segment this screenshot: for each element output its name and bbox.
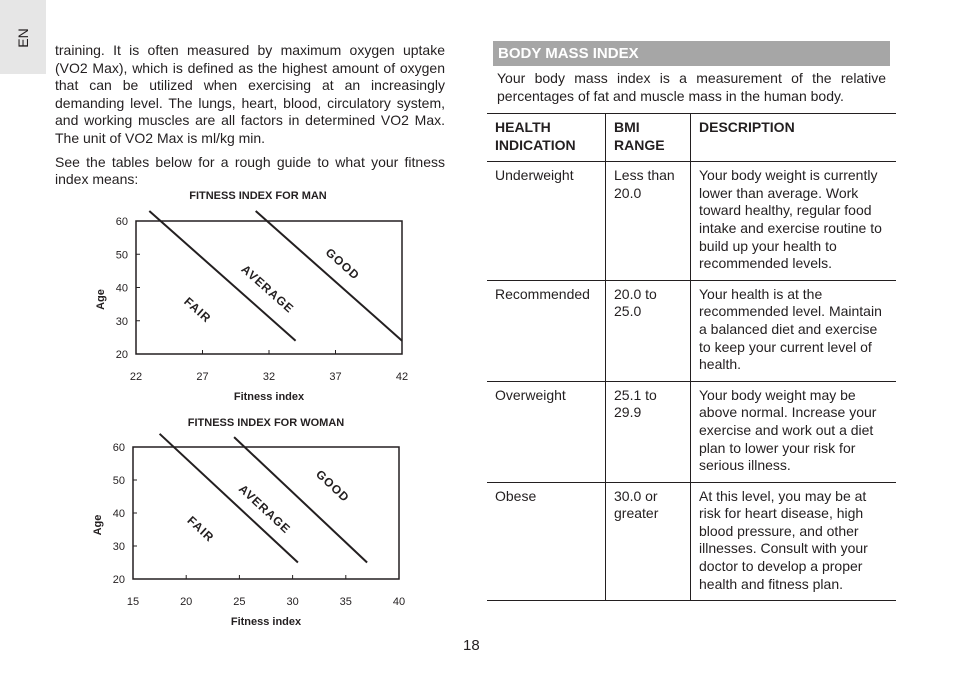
language-label: EN [15,28,31,48]
table-row [487,482,896,601]
cell-bmi: 25.1 to 29.9 [606,381,691,482]
bmi-table [487,113,896,601]
x-tick-label: 42 [395,371,409,383]
y-tick-label: 30 [115,315,128,328]
region-label: GOOD [313,467,353,506]
boundary-line [160,434,298,563]
man-chart-title: FITNESS INDEX FOR MAN [189,190,327,202]
cell-bmi: 20.0 to 25.0 [606,280,691,381]
language-tab [0,0,46,74]
cell-bmi: 30.0 or greater [606,482,691,601]
table-row [487,280,896,381]
x-tick-label: 35 [339,596,352,608]
region-label: FAIR [184,513,217,545]
y-tick-label: 60 [115,216,128,228]
y-tick-label: 20 [115,349,128,361]
cell-description: Your body weight may be above normal. Increase your exercise and work out a diet plan to lower your risk for serious illness. [691,381,897,482]
woman-fitness-chart [90,432,430,642]
y-tick-label: 20 [112,574,125,586]
x-tick-label: 20 [180,596,193,608]
table-row [487,381,896,482]
bmi-intro: Your body mass index is a measurement of the relative percentages of fat and muscle mass in the human body. [497,70,886,104]
column-header-health: HEALTH INDICATION [487,114,606,162]
y-tick-label: 40 [112,508,125,520]
y-tick-label: 30 [112,541,125,553]
x-tick-label: 40 [392,596,406,608]
left-column-text [55,42,445,195]
x-tick-label: 30 [286,596,299,608]
x-axis-label: Fitness index [233,391,305,403]
man-fitness-chart [90,205,430,415]
y-tick-label: 60 [112,442,125,454]
vo2-paragraph: training. It is often measured by maximum oxygen uptake (VO2 Max), which is defined as the highest amount of oxygen that can be utilized when exercising at an increasingly demanding level. The lungs, heart, blood, circulatory system, and working muscles are all factors in determined VO2 Max. The unit of VO2 Max is ml/kg min. [55,42,445,146]
column-header-description: DESCRIPTION [691,114,897,162]
cell-health: Recommended [487,280,606,381]
cell-description: Your body weight is currently lower than average. Work toward healthy, regular food intake and exercise routine to build up your health to recommended levels. [691,162,897,281]
boundary-line [149,211,295,341]
y-tick-label: 50 [112,475,125,487]
cell-health: Overweight [487,381,606,482]
bmi-section-header: BODY MASS INDEX [493,41,890,66]
page-number: 18 [463,637,480,654]
table-row [487,162,896,281]
region-label: GOOD [322,245,363,283]
tables-guide-paragraph: See the tables below for a rough guide to what your fitness index means: [55,153,445,188]
x-axis-label: Fitness index [230,616,302,628]
region-label: AVERAGE [238,262,297,316]
x-tick-label: 15 [126,596,140,608]
y-axis-label: Age [92,514,104,536]
x-tick-label: 25 [233,596,246,608]
y-axis-label: Age [95,289,107,310]
boundary-line [256,211,402,341]
woman-chart-title: FITNESS INDEX FOR WOMAN [187,417,345,429]
cell-health: Underweight [487,162,606,281]
cell-health: Obese [487,482,606,601]
column-header-bmi: BMI RANGE [606,114,691,162]
region-label: FAIR [181,294,215,326]
y-tick-label: 40 [115,282,128,295]
region-label: AVERAGE [235,481,294,537]
cell-description: Your health is at the recommended level. Maintain a balanced diet and exercise to keep your current level of health. [691,280,897,381]
cell-description: At this level, you may be at risk for heart disease, high blood pressure, and other illnesses. Consult with your doctor to develop a proper health and fitness plan. [691,482,897,601]
x-tick-label: 27 [196,371,209,383]
x-tick-label: 32 [262,371,276,383]
cell-bmi: Less than 20.0 [606,162,691,281]
x-tick-label: 37 [329,371,342,383]
x-tick-label: 22 [129,371,143,383]
table-header-row [487,114,896,162]
y-tick-label: 50 [115,249,128,262]
